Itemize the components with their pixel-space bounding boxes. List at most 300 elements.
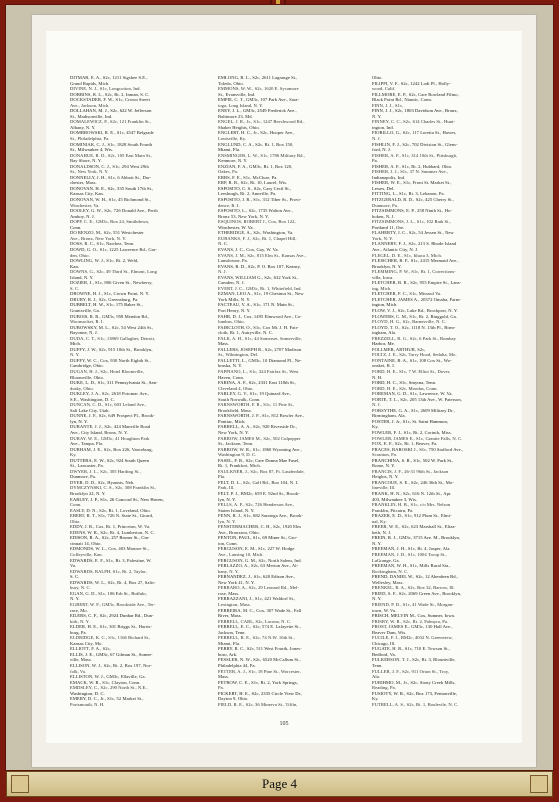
directory-entry-line: boken, N. J. <box>372 213 395 219</box>
directory-entry-line: ELLISTON, W. J., GM3c, Ellaville, Ga. <box>70 674 146 680</box>
directory-entry-line: N. J. <box>372 402 381 408</box>
directory-entry-line: FISHER, A. F., S1c, Rt. 2, Hubbard, Ohio. <box>372 163 453 169</box>
directory-entry-line: ELLIOTT, F. A., S2c, <box>70 646 111 652</box>
directory-entry-line: FREIN, R. J., GM3c, 3715 Ave. M., Brooklyn, <box>372 535 461 541</box>
directory-entry-line: kirk, N. Y. <box>70 618 90 624</box>
directory-entry-line: South Norwalk, Conn. <box>218 396 261 402</box>
directory-entry-line: DITMAR, E. A., S2c, 1211 Sigsbee S.E., <box>70 75 148 80</box>
directory-entry-line: St., Evansville, Ind. <box>218 91 256 97</box>
directory-entry-line: Washington, D. C. <box>70 690 105 696</box>
directory-entry-line: DONAHUE, R. D., S2c, 105 East Main St., <box>70 152 153 158</box>
directory-entry-line: race, Mo. <box>70 607 88 613</box>
directory-entry-line: onsket, R. I. <box>372 363 395 369</box>
directory-entry-line: FERLAZZO, A., S2c, 63 Merton Ave., Al- <box>218 563 299 569</box>
directory-entry-line: FUSIOTY, W. R., S2c, Box 173, Fentonville, <box>372 690 458 696</box>
directory-entry-line: DOMBROWSKI, R. E., S1c, 4547 Belgrade <box>70 130 154 136</box>
directory-entry-line: Wellesley, Mass. <box>372 579 404 585</box>
directory-entry-line: River, Mass. <box>218 613 242 619</box>
directory-entry-line: FERRAZZANI, J., S1c, 421 Waldorf St., <box>218 596 296 602</box>
directory-entry-line: FUGATE, H. R., S1c, 710 E. Towson St., <box>372 646 450 652</box>
directory-entry-line: Ave., Bronxton, Ohio. <box>218 529 260 535</box>
directory-entry-line: ford, N. J. <box>372 147 392 153</box>
directory-entry-line: FREEMAN, W. H., S1c, Mills Rural Sta., <box>372 563 451 569</box>
directory-entry-line: DOMALEWICZ, P., S2c, 121 Franklin St., <box>70 119 152 125</box>
printed-page-number: 105 <box>279 721 289 727</box>
directory-entry-line: FORSYTHE, G. A., S1c, 2609 Military Dr., <box>372 407 455 413</box>
directory-entry-line: Cleveland 4, Ohio. <box>218 385 254 391</box>
directory-entry-line: Lexington, Mass. <box>218 601 251 607</box>
directory-entry-line: FOWLER, F. J., S1c, Rt. 2, Corinth, Miss. <box>372 430 452 435</box>
directory-entry-line: FENSTERMACHER, C. H., S2c, 1920 Elm <box>218 524 301 530</box>
directory-entry-line: FERREIRA, M. C., Cox, 307 Wade St., Fall <box>218 607 302 613</box>
directory-entry-line: FACTEAU, V. A., S1c, 171 N. Main St., <box>218 302 295 308</box>
directory-entry-line: St., Milwaukee 4, Wis. <box>70 147 114 153</box>
directory-entry-line: Island, N. Y. <box>70 274 94 280</box>
directory-entry-line: wood, Calif. <box>372 86 396 92</box>
directory-entry-line: ing, Mich. <box>372 285 392 291</box>
directory-entry-line: DUFFY, W. C., Cox, 930 North Eighth St., <box>70 357 151 363</box>
directory-entry-line: FLETCHER, F. C., S1c, Missoul Va. <box>372 291 442 297</box>
directory-entry-line: N. Y. <box>70 352 80 358</box>
directory-entry-line: ENGEL, J. R., Jr., S1c, 1247 Beechwood Rd., <box>218 119 305 125</box>
directory-entry-line: cinnati 14, Ohio. <box>70 540 102 546</box>
directory-entry-line: DONOVAN, W. H., S1c, 45 Richmond St., <box>70 197 152 203</box>
directory-entry-line: Brooklyn, N. Y. <box>372 263 402 269</box>
directory-entry-line: FESSLER, N. W., S2c, 6520 McCallum St., <box>218 657 301 663</box>
directory-entry-line: New York 41, N. Y. <box>218 579 255 585</box>
directory-entry-line: N. Y. <box>372 596 382 602</box>
directory-entry-line: EVANS, J. M., S2c, 815 Elm St., Kansas Ave., <box>218 252 306 258</box>
directory-entry-line: DO RENZO, M., S2c, 551 Westchester <box>70 230 144 236</box>
directory-entry-line: FERRELL, CARL, S2c, Lacona, N. C. <box>218 618 292 624</box>
directory-entry-line: DONOVAN, H. E., S2c, 335 South 17th St., <box>70 185 154 191</box>
directory-entry-line: EILERS, C. F., S2c, 2924 Dunbar Rd., Dun- <box>70 613 154 619</box>
directory-entry-line: DUNCAN, C. D., S1c, 603 Leland Ave., <box>70 402 147 408</box>
directory-entry-line: ington, Ind. <box>372 124 394 130</box>
directory-entry-line: Birmingham, Ala. <box>372 413 406 419</box>
directory-entry-line: EDWARDS, RALPH, S1c, Rt. 2, Taylor, <box>70 568 147 574</box>
directory-entry-line: FERGUSON, E. M., S1c, 227 W. Hodge <box>218 546 295 552</box>
directory-entry-line: EVANS, WILLIAM G., S2c, 632 York St., <box>218 274 299 280</box>
directory-entry-line: FITTING, L., S1c, Rt. 3, Lebanon, Pa. <box>372 191 445 197</box>
directory-entry-line: FOSTER, J. Jr., S1c, St. Saint Hammon, <box>372 418 449 424</box>
directory-entry-line: DWYER, J. L., S2c, 305 Harding St., <box>70 468 141 474</box>
directory-entry-line: St., Jackson, Tenn. <box>218 441 254 447</box>
directory-entry-line: DOWD, G. O., S1c, 1225 Lawrence Rd., Gar- <box>70 246 157 252</box>
directory-entry-line: FLAHERTY, J. C., S2c, 54 Jessen St., New <box>372 230 454 236</box>
directory-entry-line: Va. <box>70 563 77 569</box>
directory-entry-line: Grantsville, Ga. <box>70 307 101 313</box>
directory-entry-line: DRURY, R. J., S2c, Greensburg, Pa. <box>70 296 139 302</box>
directory-entry-line: FASEL, F. R., S2c, Care Donna Mae Fasel, <box>218 457 300 463</box>
directory-entry-line: Pa. <box>372 158 378 164</box>
directory-entry-line: Ave., Bronx, New York, N. Y. <box>70 235 127 241</box>
directory-entry-line: DOCKSTADER, F. W., S1c, Crown Street <box>70 97 150 103</box>
directory-entry-line: lyn, N. Y. <box>218 496 236 502</box>
directory-entry-line: DUBOWSKY, M. L., S2c, 54 West 24th St., <box>70 324 154 330</box>
directory-entry-line: Oakes, Pa. <box>218 169 239 175</box>
directory-entry-line: S. C. <box>70 574 80 580</box>
directory-entry-line: FISHER, J. J., S1c, 37 N. Summer Ave., <box>372 169 448 175</box>
directory-entry-line: FARNSWORTH, F. R., S1c, 11 Pine St., <box>218 402 295 408</box>
directory-entry-line: bany, N. Y. <box>218 568 239 574</box>
directory-entry-line: FRANKLIN, H. B., S1c, c/o Mrs. Nelson <box>372 502 451 508</box>
directory-entry-line: lyn, N. Y. <box>70 418 88 424</box>
directory-entry-line: FOREMAN, G. D., S1c, Lawrence, W. Va. <box>372 391 453 397</box>
directory-entry-line: Rockingham, N. C. <box>372 568 409 574</box>
directory-entry-line: FARINA, A. F., S2c, 2331 East 118th St., <box>218 380 297 386</box>
directory-entry-line: Harbor, Me. <box>372 341 395 347</box>
directory-entry-line: DOOLEY, G. W., S2c, 726 Donald Ave., Perth <box>70 208 158 214</box>
directory-entry-line: N. C. <box>218 241 229 247</box>
page-viewport[interactable] <box>5 4 554 771</box>
directory-entry-line: ton, Conn. <box>218 540 238 546</box>
directory-entry-line: N. Y. <box>372 540 382 546</box>
directory-entry-line: DUBBELT, H. W., S1c, 175 Baker St., <box>70 302 143 308</box>
directory-entry-line: EASLY, D. N., S2c, Rt. 1, Loveland, Ohio. <box>70 507 151 513</box>
directory-entry-line: FELT, D. L., S2c, Golf Rd., Box 104, N. I. <box>218 479 299 485</box>
directory-entry-line: DUKLEY, J. A., S2c, 2618 Potomac Ave., <box>70 391 150 397</box>
directory-entry-line: Beaver Dam, Wis. <box>372 629 407 635</box>
directory-entry-line: Miami, Fla. <box>218 640 241 646</box>
directory-entry-line: DUGAN, H. J., S2c, Hotel Bloomville, <box>70 368 144 374</box>
directory-entry-line: ERBS, F. E., S1c, McClure, Pa. <box>218 174 278 180</box>
directory-entry-line: nal, Ky. <box>372 518 387 524</box>
directory-column-3 <box>372 75 512 709</box>
directory-entry-line: EGBERT, W. F., GM3c, Brookside Ave., Ter- <box>70 601 156 607</box>
directory-entry-line: FICKERT, H. E., S2c, 2335 Circle View Dr., <box>218 690 303 696</box>
directory-entry-line: FAIRCLOTH, O., S1c, Cox Mt. J. H. Fair- <box>218 324 299 330</box>
directory-entry-line: braska, N. Y. <box>218 363 243 369</box>
directory-entry-line: EZMAN, LEO A., S1c, 19 Chestnut St., New <box>218 291 304 297</box>
directory-entry-line: FUTRELL, A. S., S2c, Rt. 1, Boulevile, N. C. <box>372 701 459 707</box>
directory-entry-line: FARROW, JAMES M., S2c, 502 Culpepper <box>218 435 301 441</box>
page-label: Page 4 <box>261 776 298 791</box>
directory-entry-line: beth, N. J. <box>372 529 392 535</box>
directory-entry-line: Reading, Pa. <box>372 685 396 691</box>
directory-entry-line: Kansas City, Mo. <box>70 640 103 646</box>
directory-entry-line: N. J. <box>218 269 227 275</box>
directory-entry-line: lyn, N. Y. <box>218 518 236 524</box>
directory-entry-line: FERRELL, E. C., S2c, 574 E. Lafayette St., <box>218 624 301 630</box>
directory-entry-line: Jackson, Tenn. <box>218 629 246 635</box>
directory-entry-line: FALK, A. H., S1c, 44 Somerset, Somerville, <box>218 335 302 341</box>
directory-entry-line: Dunmore, Pa. <box>70 474 96 480</box>
directory-entry-line: FILLMORE, E. P., S2c, Care Rowland Filmo, <box>372 91 459 97</box>
directory-entry-line: Amboy, N. J. <box>70 213 95 219</box>
directory-entry-line: EUBANKS, F. J., S2c, Rt. 1, Chapel Hill, <box>218 235 297 241</box>
directory-entry-line: FERRARO, A., S2c, 29 Leonard Rd., Mel- <box>218 585 300 591</box>
directory-entry-line: FIELD, R. E., S2c, 36 Minerva St., Tiffin, <box>218 701 298 707</box>
directory-entry-line: FELT, P. J., BM2c, 659 E. 92nd St., Brook- <box>218 491 300 497</box>
directory-entry-line: EMPIE, C. T., GM3c, 107 Park Ave., Sara- <box>218 97 300 103</box>
directory-entry-line: FLETCHER, B. R., S2c, 955 Empire St., Lans- <box>372 280 462 286</box>
scanned-page <box>32 15 536 767</box>
directory-entry-line: FRISCH, MELVIN M., Cox, Sumner, Iowa. <box>372 613 456 619</box>
directory-entry-line: FRIEND, P. D., S1c, 41 Wade St., Morgan- <box>372 601 454 607</box>
directory-entry-line: FLOWERS, C. M., S1c, Rt. 2, Ringgold, Ga. <box>372 313 457 319</box>
directory-entry-line: Baltimore 23, Md. <box>218 113 253 119</box>
directory-entry-line: FITZGERALD, R. D., S2c, 425 Cherry St., <box>372 197 454 203</box>
directory-entry-line: EVANS, R. D., S2c, P. O. Box 107, Kearny, <box>218 263 301 269</box>
directory-entry-line: ESQUINOS, ROBERT J., Cox, Box 122, <box>218 219 296 225</box>
directory-entry-line: DUKE, L. D., S1c, 311 Pennsylvania St., San- <box>70 380 158 386</box>
directory-entry-line: FOLLMER, ARTHUR, S2c, <box>372 346 426 352</box>
directory-entry-line: Kansas City, Kan. <box>70 191 104 197</box>
directory-entry-line: Ky. <box>372 424 379 430</box>
directory-entry-line: FITZSIMMONS, E. P., 258 Ninth St., Ho- <box>372 208 453 214</box>
directory-entry-line: EGAN, G. D., S1c, 106 Erb St., Buffalo, <box>70 590 147 596</box>
directory-entry-line: dusky, Ohio. <box>70 385 94 391</box>
directory-entry-line: ERP, R. R., S2c, Rt. 10, Laurel, Wis. <box>218 180 288 186</box>
directory-entry-line: EARLEY, J. P., S1c, 26 Concord St., New Haven, <box>70 496 164 502</box>
directory-entry-line: Ave., Lansing 10, Mich. <box>218 552 264 558</box>
directory-entry-line: Ky. <box>372 696 379 702</box>
directory-entry-line: FREZZELL, R. G., S2c, 6 Park St., Bombay <box>372 335 456 341</box>
directory-entry-line: DONALDSON, C. J., S1c, 294 West 29th <box>70 163 149 169</box>
directory-entry-line: ESPOSITO, L., S2c, 1735 Walton Ave., <box>218 208 293 214</box>
directory-entry-line: Lewes, Del. <box>372 185 395 191</box>
directory-entry-line: St., Wilmington, Del. <box>218 352 259 358</box>
directory-entry-line: FLANNERY, F. J., S2c, 213 S. Rhode Island <box>372 241 457 247</box>
directory-entry-line: DOBBINS, R. L., S2c, Rt. 2, Inman, S. C. <box>70 91 150 97</box>
directory-entry-line: Indianapolis, Ind. <box>372 174 406 180</box>
directory-entry-line: EVERT, J. C., GM3c, Rt. 1, Whitefield, Ind. <box>218 285 302 291</box>
directory-entry-line: Grand Rapids, Mich. <box>70 80 110 86</box>
directory-entry-line: FORD, H. E., S2c, Moodus, Conn. <box>372 385 438 391</box>
directory-entry-line: DOPP, C. E., GM3c, Box 24, Smithdown, <box>70 219 150 225</box>
directory-entry-line: FORD, H. C., S1c, Smyrna, Tenn. <box>372 380 437 386</box>
directory-entry-line: Mass. <box>218 674 230 680</box>
directory-entry-line: FARROW, W. R., S1c, 1860 Wyoming Ave., <box>218 446 302 452</box>
directory-entry-line: St., New York, N. Y. <box>70 169 109 175</box>
directory-entry-line: FARLEY, G. V., S1c, 19 Quinard Ave., <box>218 391 292 397</box>
directory-entry-line: FELLS, A. F., S2c, 726 Henderson Ave., <box>218 502 295 508</box>
directory-entry-line: EDISON, R. A., S2c, 257 Bruner St., Cin- <box>70 535 150 541</box>
directory-entry-line: FRENKEL, R. A., S2c, Box 32, Barrow, Ill. <box>372 585 455 591</box>
directory-entry-line: FREER, W. E., S2c, 623 Marshall St., Eliza- <box>372 524 457 530</box>
directory-entry-line: Winchester, Va. <box>70 202 100 208</box>
directory-entry-line: ville, Iowa. <box>372 274 394 280</box>
directory-entry-line: EMLONG, R. L., S2c, 2611 Lagrange St., <box>218 75 298 80</box>
directory-entry-line: FRISBY, W. R., S2c, Rt. 2, Palmyra, Pa. <box>372 618 449 624</box>
directory-entry-line: FURIHMO, M., Jr., S2c, Stony Creek Mills, <box>372 679 456 685</box>
document-sheet <box>46 31 522 743</box>
directory-entry-line: St., Lancaster, Pa. <box>70 463 104 469</box>
directory-entry-line: FINN, J. J., S2c, 1803 Davidson Ave., Bronx, <box>372 108 458 114</box>
directory-entry-line: Bedford, Va. <box>372 651 396 657</box>
directory-entry-line: ENZIAN, F. A., GM3c, Rt. 1, Box 120, <box>218 163 293 169</box>
directory-entry-line: S.E., Washington, D. C. <box>70 396 115 402</box>
directory-entry-line: Toledo, Ohio. <box>218 80 244 86</box>
directory-entry-line: FIORILLO, G., S2c, 117 Loretta St., Hawes, <box>372 130 457 136</box>
directory-entry-line: FONTAINE, R. A., S1c, 108 Cox St., Wo- <box>372 357 452 363</box>
next-page-button[interactable] <box>530 775 548 793</box>
directory-entry-line: EDENS, W. R., S2c, Rt. 4, Lumberton, N. C. <box>70 529 155 535</box>
directory-entry-line: DROWNE, H. J., S1c, Crown Point, N. Y. <box>70 291 150 297</box>
directory-entry-line: folk, Va. <box>70 668 87 674</box>
directory-entry-line: FISHER, W. E., S1c, Front St. Market St., <box>372 180 452 186</box>
directory-entry-line: ELDRIDGE, K. C., S1c, 1166 Richard St., <box>70 635 151 641</box>
directory-entry-line: burg, Pa. <box>70 629 87 635</box>
directory-entry-line: Conn. <box>70 502 82 508</box>
directory-entry-line: ELDER, H. E., S1c, 301 Briggs St., Harris- <box>70 624 152 630</box>
directory-entry-line: Albany, N. Y. <box>70 124 96 130</box>
directory-entry-line: FORD, H. E., S1c, 7 W. Elliot St., Dover, <box>372 368 451 374</box>
directory-entry-line: N. J. <box>372 136 381 142</box>
directory-entry-line: DUDA, C. T., S1c, 13869 Gallagher, Detroit, <box>70 335 156 341</box>
directory-entry-line: town, W. Va. <box>372 607 397 613</box>
directory-entry-line: ENSMINGER, L. W., S1c, 1786 Military Rd., <box>218 152 305 158</box>
directory-entry-line: FARNSWORTH, J. F., S1c, 812 Bowler Ave., <box>218 413 305 419</box>
directory-entry-line: ESPOSITO, C. S., S2c, Cary Cecil St., <box>218 185 292 191</box>
directory-entry-line: DUBOIS, R. R., GM3c, 958 Mendon Rd., <box>70 313 150 319</box>
directory-entry-line: DIVINE, N. J., S1c, Longcotton, Ind. <box>70 86 141 92</box>
directory-entry-line: FREND, DANIEL W., S2c, 12 Aberdeen Rd., <box>372 574 458 580</box>
directory-entry-line: FRANCIS, J. F., 26-31 96th St., Jackson <box>372 468 449 474</box>
directory-entry-line: DOMINIAK, C. J., S1c, 1828 South Fourth <box>70 141 153 147</box>
directory-entry-line: FETTER, A. J., S1c, 18 Pine St., Worcester, <box>218 668 301 674</box>
directory-entry-line: FAULKNER, J., S2c, Box 87, Ft. Lauderdale, <box>218 468 305 474</box>
directory-entry-line: Salt Lake City, Utah. <box>70 407 110 413</box>
directory-entry-line: Bayonne, N. J. <box>70 330 98 336</box>
directory-entry-line: St., Madisonville, Ind. <box>70 113 113 119</box>
directory-entry-line: St., Philadelphia, Pa. <box>70 136 110 142</box>
directory-entry-line: FULLER, J. F., S2c, 911 Orton St., Troy, <box>372 668 450 674</box>
directory-entry-line: FAHR, D. J., Cox, 1495 Elmwood Ave., Co- <box>218 313 302 319</box>
directory-entry-line: FITZSIMMONS, J. L., S1c, 102 Rath St., <box>372 219 451 225</box>
directory-entry-line: New York, N. Y. <box>218 430 249 435</box>
directory-entry-line: EDWARDS, E. F., S1c, Rt. 3, Palestine, W. <box>70 557 152 563</box>
directory-entry-line: Ave., Jackson, Mich. <box>70 102 110 108</box>
directory-entry-line: DOWLING, W. J., S1c, Rt. 2, Weld, <box>70 258 139 264</box>
directory-entry-line: Dunmore, Pa. <box>372 202 398 208</box>
directory-entry-line: Haven, Conn. <box>218 374 244 380</box>
directory-entry-line: Conn. <box>70 224 82 230</box>
directory-entry-line: toga, Long Island, N. Y. <box>218 102 264 108</box>
directory-entry-line: FRACES, BAROSKI J., S1c, 750 Stafford Ave., <box>372 446 464 452</box>
directory-entry-line: Rome, N. Y. <box>372 463 396 469</box>
directory-entry-line: FUCILE, F. J., BM2c, 4032 N. Greenview, <box>372 635 453 641</box>
directory-entry-line: Pontiac, Mich. <box>218 418 246 424</box>
directory-entry-line: Brookfield, Mass. <box>218 407 252 413</box>
directory-entry-line: FLOYD, T. O., S2c, 1118 N. 13th Pl., Birm- <box>372 324 456 330</box>
directory-entry-line: Mich. <box>70 341 82 347</box>
directory-entry-line: Winchester, W. Va. <box>218 224 254 230</box>
directory-entry-line: cloth, Rt. 1, Autryville, N. C. <box>218 330 274 336</box>
directory-column-2 <box>218 75 358 709</box>
directory-entry-line: FILIPPI, V. F., S2c, 1242 Lodi Pl., Holly- <box>372 80 451 86</box>
directory-entry-line: FALLETTI, L., GM3c, 10 Diamond Pl., Ne- <box>218 357 302 363</box>
directory-entry-line: Pa. <box>218 685 224 691</box>
directory-entry-line: FERNANDEZ, J., S1c, 620 Edison Ave., <box>218 574 296 580</box>
directory-entry-line: Ala. <box>372 674 380 680</box>
directory-entry-line: LaGrange, Ga. <box>372 557 400 563</box>
directory-entry-line: Brooklyn 22, N. Y. <box>70 491 106 497</box>
directory-entry-line: FRANCHINA, S. R., S1c, 502 W. Park St., <box>372 457 454 463</box>
directory-entry-line: Leesburgh, Rt. 2, Annville, Pa. <box>218 191 277 197</box>
directory-entry-line: EDWARDS, W. L., S2c, Rt. 4, Box 27, Salis- <box>70 579 156 585</box>
directory-entry-line: Woonsocket, R. I. <box>70 319 104 325</box>
directory-entry-line: DURANTE, J. J., S2c, 424 Manville Road <box>70 424 151 430</box>
directory-entry-line: Bay Shore, N. Y. <box>70 158 102 164</box>
directory-entry-line: DYER, D. D., S2c, Hyannis, Neb. <box>70 479 135 485</box>
directory-entry-line: FOX, E. F., S2c, Rt. 1, Beaver, Pa. <box>372 441 438 447</box>
directory-entry-line: Fla. <box>218 474 226 480</box>
directory-entry-line: DUNNE, J. F., S2c, 649 Prospect Pl., Brook- <box>70 413 155 419</box>
directory-entry-line: Staten Island, N. Y. <box>218 507 255 513</box>
directory-entry-line: FRANCOUE, S. E., S2c, 246 36th St., Mo- <box>372 479 454 485</box>
directory-entry-line: DOZIER, J., S1c, 806 Given St., Newberry, <box>70 280 153 286</box>
directory-entry-line: Portsmouth, N. H. <box>70 701 105 707</box>
directory-entry-line: Coffeyville, Kan. <box>70 552 103 558</box>
directory-entry-line: EBERT, R. T., S1c, 726 N. State St., Girard, <box>70 513 154 519</box>
directory-entry-line: FAPPIANO, L., S1c, 324 Fairfax St., West <box>218 368 299 374</box>
directory-entry-line: FISHLIN, F. J., S2c, 702 Division St., Glens- <box>372 141 458 147</box>
directory-entry-line: FROST, JAMES E., GM3c, 130 Hall Ave., <box>372 624 453 630</box>
directory-entry-line: FREEMAN, J. D., S1c, 1004 Troop St., <box>372 552 447 558</box>
directory-entry-line: Ohio. <box>70 518 81 524</box>
directory-entry-line: Louisville, Ky. <box>218 136 247 142</box>
directory-entry-line: lineville, Ill. <box>372 485 396 491</box>
directory-entry-line: DOLLAHAN, M. J., S2c, 622 W. Jefferson <box>70 108 152 114</box>
directory-entry-line: N. Y. <box>70 596 80 602</box>
directory-entry-line: ENGLERT, H. C., Jr., S2c, Hooper Ave., <box>218 130 295 136</box>
directory-entry-line: dence, R. I. <box>218 202 240 208</box>
directory-entry-line: DUTTERA, E. W., S2c, 924 South Queen <box>70 457 149 463</box>
directory-entry-line: Lansdowne, Pa. <box>218 258 248 264</box>
directory-entry-line: Franklin, Pitcairn, Pa. <box>372 507 414 513</box>
directory-entry-line: FULKERSON, T. J., S2c, Rt. 3, Blountville, <box>372 657 456 663</box>
directory-entry-line: FLOYD, H. G., S2c, Barnesville, N. C. <box>372 319 447 325</box>
directory-entry-line: lumbus, Ohio. <box>218 319 245 325</box>
directory-entry-line: 403, Milwaukee 3, Wis. <box>372 496 417 502</box>
directory-entry-line: FOLTZ, J. E., S2c, Tarry Hood, Sedalia, Mo. <box>372 352 457 358</box>
directory-entry-line: ington, Mich. <box>372 302 398 308</box>
directory-entry-line: Kenmore, N. Y. <box>218 158 248 164</box>
directory-entry-line: Rt. 1, Frankfort, Mich. <box>218 463 261 469</box>
directory-entry-line: FRAZER, E. D., S1c, 912 Plum St., Elmi- <box>372 513 452 519</box>
directory-entry-line: ETHERIDGE, A., S2c, Washington, Va. <box>218 230 294 236</box>
directory-entry-line: Park, Ill. <box>218 485 235 491</box>
directory-entry-line: Ave., City Island, Bronx, N. Y. <box>70 430 128 435</box>
directory-entry-line: FERRY, R. C., S2c, 511 West Fourth, Jones- <box>218 646 302 652</box>
directory-entry-line: Scranton, Pa. <box>372 452 398 458</box>
directory-entry-line: FERGUSON, G. M., S2c, North Salem, Ind. <box>218 557 302 563</box>
directory-entry-line: Heights, N. Y. <box>372 474 399 480</box>
directory-entry-line: ville, Mass. <box>70 657 92 663</box>
directory-entry-line: FOWLER, JAMES E., S1c, Granite Falls, N. C. <box>372 435 463 441</box>
directory-entry-line: DYMCZYNSKI, C. S., S2c, 308 Franklin St., <box>70 485 157 491</box>
directory-entry-line: York Mills, N. Y. <box>218 296 251 302</box>
previous-page-button[interactable] <box>11 775 29 793</box>
directory-entry-line: ELLISON, W. J., S2c, Rt. 2, Box 197, Nor- <box>70 662 152 668</box>
directory-entry-line: DURHAM, J. E., S2c, Box 226, Vanceburg, <box>70 446 153 452</box>
directory-entry-line: Camden, N. J. <box>218 280 245 286</box>
directory-entry-line: FENN, R. J., S1c, 682 Saratoga Ave., Brook- <box>218 513 303 519</box>
directory-entry-line: ENGLUND, C. A., S2c, Rt. 1, Box 150, <box>218 141 294 147</box>
directory-entry-line: EMACK, W. R., S1c, Clayton, Conn. <box>70 679 141 685</box>
directory-entry-line: DOWNS, G., S2c, 49 Third St., Elmont, Long <box>70 269 157 275</box>
directory-entry-line: DOSS, R. C., S1c, Natchez, Tenn. <box>70 241 135 247</box>
directory-entry-line: Washington 9, D. C. <box>218 452 257 458</box>
directory-entry-line: FORTE, T. L., S2c, 205 13th Ave., W. Paterson, <box>372 396 462 402</box>
page-navigation-bar <box>6 771 553 797</box>
directory-entry-line: EDMONDS, W. L., Cox, 403 Monroe St., <box>70 546 150 552</box>
directory-entry-line: EMMONS, W. W., S2c, 1620 E. Sycamore <box>218 86 299 92</box>
directory-entry-line: Ky. <box>70 452 77 458</box>
directory-entry-line: FLETCHER, JAMES A., 20372 Omaha, Farm- <box>372 296 462 302</box>
